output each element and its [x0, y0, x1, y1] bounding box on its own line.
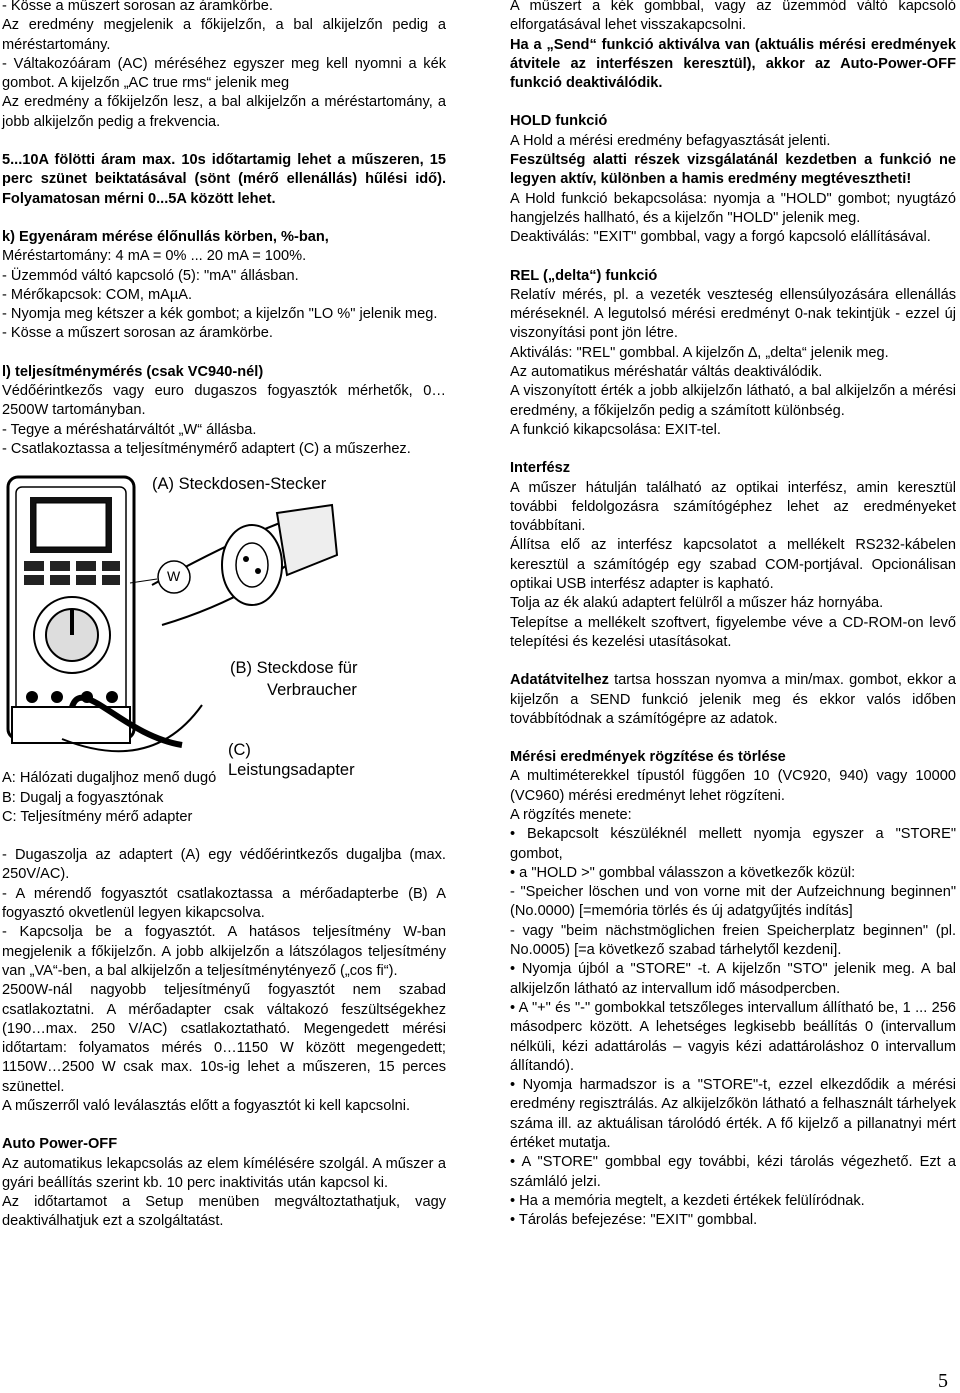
text-line: Az eredmény megjelenik a főkijelzőn, a bal alkijelzőn pedig a méréstartomány.	[2, 17, 446, 53]
text-line: - Váltakozóáram (AC) méréséhez egyszer meg kell nyomni a kék gombot. A kijelzőn „AC true rms“ jelenik meg	[2, 55, 446, 92]
text-line: Tolja az ék alakú adaptert felülről a műszer ház hornyába.	[510, 595, 884, 612]
section-l-title: l) teljesítménymérés (csak VC940-nél)	[2, 363, 264, 380]
text-line: A funkció kikapcsolása: EXIT-tel.	[510, 421, 721, 438]
text-line: A Hold a mérési eredmény befagyasztását jelenti.	[510, 132, 831, 149]
figure-label-a: (A) Steckdosen-Stecker	[152, 475, 327, 494]
data-transfer-paragraph	[510, 671, 956, 729]
text-line: - Kösse a műszert sorosan az áramkörbe.	[2, 0, 273, 14]
text-line: A multiméterekkel típustól függően 10 (VC920, 940) vagy 10000 (VC960) mérési eredményt lehet rögzíteni.	[510, 768, 956, 804]
figure-label-w: W	[167, 568, 181, 585]
text-line: - vagy "beim nächstmöglichen freien Speicherplatz beginnen" (pl. No.0005) [=a következő szabad tárhelytől kezdeni].	[510, 922, 956, 959]
text-line: - Kösse a műszert sorosan az áramkörbe.	[2, 325, 273, 342]
rel-title: REL („delta“) funkció	[510, 267, 658, 284]
send-note: Ha a „Send“ funkció aktiválva van (aktuális mérési eredmények átvitele az interfészen keresztül), akkor az Auto-Power-OFF funkció deaktiválódik.	[510, 36, 956, 92]
text-line: - Dugaszolja az adaptert (A) egy védőérintkezős dugaljba (max. 250V/AC).	[2, 847, 446, 883]
text-line: 2500W-nál nagyobb teljesítményű fogyasztót nem szabad csatlakoztatni. A mérőadapter csak váltakozó feszültségekhez (190…max. 250 V/AC) csatlakoztatható. Megengedett mérési időtartam: folyamatos mérés 0…1150 W között megengedett; 1150W…2500 W csak max. 10s-ig lehet a műszeren, 15 perces szünettel.	[2, 982, 446, 1095]
figure-label-c: (C) Leistungsadapter	[228, 741, 355, 779]
legend-item: B: Dugalj a fogyasztónak	[2, 789, 164, 806]
text-line: Deaktiválás: "EXIT" gombbal, vagy a forgó kapcsoló elállításával.	[510, 229, 931, 246]
text-line: Az automatikus méréshatár váltás deaktiválódik.	[510, 364, 823, 381]
text-line: Aktiválás: "REL" gombbal. A kijelzőn ∆, „delta“ jelenik meg.	[510, 344, 889, 361]
auto-power-off-title: Auto Power-OFF	[2, 1136, 118, 1153]
text-line: Állítsa elő az interfész kapcsolatot a mellékelt RS232-kábelen keresztül a számítógép egy szabad COM-portjával. Opcionálisan optikai USB interfész adapter is kapható.	[510, 537, 956, 593]
text-line: • A "STORE" gombbal egy további, kézi tárolás végezhető. Ezt a számláló jelzi.	[510, 1154, 956, 1190]
text-line: Az automatikus lekapcsolás az elem kímélésére szolgál. A műszer a gyári beállítás szerint kb. 10 perc inaktivitás után kapcsol ki.	[2, 1155, 446, 1191]
text-line: • A "+" és "-" gombokkal tetszőleges intervallum állítható be, 1 ... 256 másodperc között. A lehetséges legkisebb beállítás 0 (intervallum nélküli, kézi adattárolás – vagyis kézi adattároláshoz 0 intervallum állítandó).	[510, 999, 956, 1074]
legend-item: A: Hálózati dugaljhoz menő dugó	[2, 770, 217, 787]
text-line: - Üzemmód váltó kapcsoló (5): "mA" állásban.	[2, 267, 299, 284]
text-line: A Hold funkció bekapcsolása: nyomja a "HOLD" gombot; nyugtázó hangjelzés hallható, és a kijelzőn "HOLD" jelenik meg.	[510, 190, 956, 226]
text-line: A műszer hátulján található az optikai interfész, amin keresztül további feldolgozásra számítógéphez lehet az eredményeket továbbítani.	[510, 479, 956, 535]
text-line: A műszerről való leválasztás előtt a fogyasztót ki kell kapcsolni.	[2, 1097, 410, 1114]
figure-label-b1: (B) Steckdose für	[230, 659, 358, 678]
text-line: - Nyomja meg kétszer a kék gombot; a kijelzőn "LO %" jelenik meg.	[2, 306, 438, 323]
interface-title: Interfész	[510, 460, 571, 477]
data-transfer-text: tartsa hosszan nyomva a min/max. gombot, ekkor a kijelzőn a SEND funkció jelenik meg és ekkor valós időben továbbítódnak a számítógépre az adatok.	[510, 672, 956, 727]
store-title: Mérési eredmények rögzítése és törlése	[510, 749, 786, 766]
section-k-title: k) Egyenáram mérése élőnullás körben, %-ban,	[2, 228, 329, 245]
text-line: Az időtartamot a Setup menüben megváltoztathatjuk, vagy deaktiválhatjuk ezt a szolgáltatást.	[2, 1194, 446, 1230]
data-transfer-bold: Adatátvitelhez	[510, 672, 609, 689]
left-column	[2, 0, 446, 1232]
text-line: Az eredmény a főkijelzőn lesz, a bal alkijelzőn a méréstartomány, a jobb alkijelzőn pedig a frekvencia.	[2, 94, 446, 130]
text-line: - Csatlakoztassa a teljesítménymérő adaptert (C) a műszerhez.	[2, 440, 411, 457]
text-line: - Kapcsolja be a fogyasztót. A hatásos teljesítmény W-ban megjelenik a főkijelzőn. A jobb alkijelzőn a látszólagos teljesítmény van „VA“-ben, a bal alkijelzőn a teljesítménytényező („cos fi“).	[2, 924, 446, 979]
text-line: A műszert a kék gombbal, vagy az üzemmód váltó kapcsoló elforgatásával lehet visszakapcsolni.	[510, 0, 956, 34]
text-line: Védőérintkezős vagy euro dugaszos fogyasztók mérhetők, 0…2500W tartományban.	[2, 383, 446, 419]
text-line: • Tárolás befejezése: "EXIT" gombbal.	[510, 1212, 758, 1229]
text-line: - Mérőkapcsok: COM, mAµA.	[2, 286, 193, 303]
text-line: • Nyomja újból a "STORE" -t. A kijelzőn "STO" jelenik meg. A bal alkijelzőn látható az intervallum idő másodpercben.	[510, 961, 956, 997]
text-line: Méréstartomány: 4 mA = 0% ... 20 mA = 100%.	[2, 248, 307, 265]
hold-title: HOLD funkció	[510, 113, 608, 130]
text-line: A viszonyított érték a jobb alkijelzőn látható, a bal alkijelzőn a mérési eredmény, a főkijelzőn pedig a számított különbség.	[510, 383, 956, 419]
right-column	[510, 0, 956, 1231]
text-line: - A mérendő fogyasztót csatlakoztassa a mérőadapterbe (B) A fogyasztó okvetlenül legyen kikapcsolva.	[2, 885, 446, 922]
multimeter-drawing	[2, 475, 372, 765]
text-line: • Bekapcsolt készüléknél mellett nyomja egyszer a "STORE" gombot,	[510, 826, 956, 862]
current-warning: 5...10A fölötti áram max. 10s időtartamig lehet a műszeren, 15 perc szünet beiktatásával (sönt (mérő ellenállás) hűlési idő). Folyamatosan mérni 0...5A között lehet.	[2, 152, 446, 207]
text-line: • Nyomja harmadszor is a "STORE"-t, ezzel elkezdődik a mérési eredmény regisztrálás. Az alkijelzőkön látható a felhasznált tárhelyek száma ill. az aktuálisan tárolódó érték. A fő kijelző a pillanatnyi mért értéket mutatja.	[510, 1077, 956, 1152]
text-line: • a "HOLD >" gombbal válasszon a következők közül:	[510, 864, 856, 881]
text-line: Telepítse a mellékelt szoftvert, figyelembe véve a CD-ROM-on levő telepítési és kezelési utasításokat.	[510, 614, 956, 650]
text-line: - Tegye a méréshatárváltót „W“ állásba.	[2, 421, 257, 438]
text-line: Relatív mérés, pl. a vezeték veszteség ellensúlyozására ellenállás méréseknél. A legutolsó mérési eredményt 0-nak tekintjük - ezzel új viszonyítási pont jön létre.	[510, 286, 956, 342]
text-line: A rögzítés menete:	[510, 806, 632, 823]
hold-warning: Feszültség alatti részek vizsgálatánál kezdetben a funkció ne legyen aktív, különben a hamis eredmény megtévesztheti!	[510, 152, 956, 188]
page-number: 5	[938, 1370, 948, 1392]
text-line: - "Speicher löschen und von vorne mit der Aufzeichnung beginnen" (No.0000) [=memória törlés és új adatgyűjtés indítás]	[510, 884, 956, 920]
text-line: • Ha a memória megtelt, a kezdeti értékek felülíródnak.	[510, 1192, 865, 1209]
figure-label-b2: Verbraucher	[267, 681, 357, 700]
legend-item: C: Teljesítmény mérő adapter	[2, 808, 193, 825]
